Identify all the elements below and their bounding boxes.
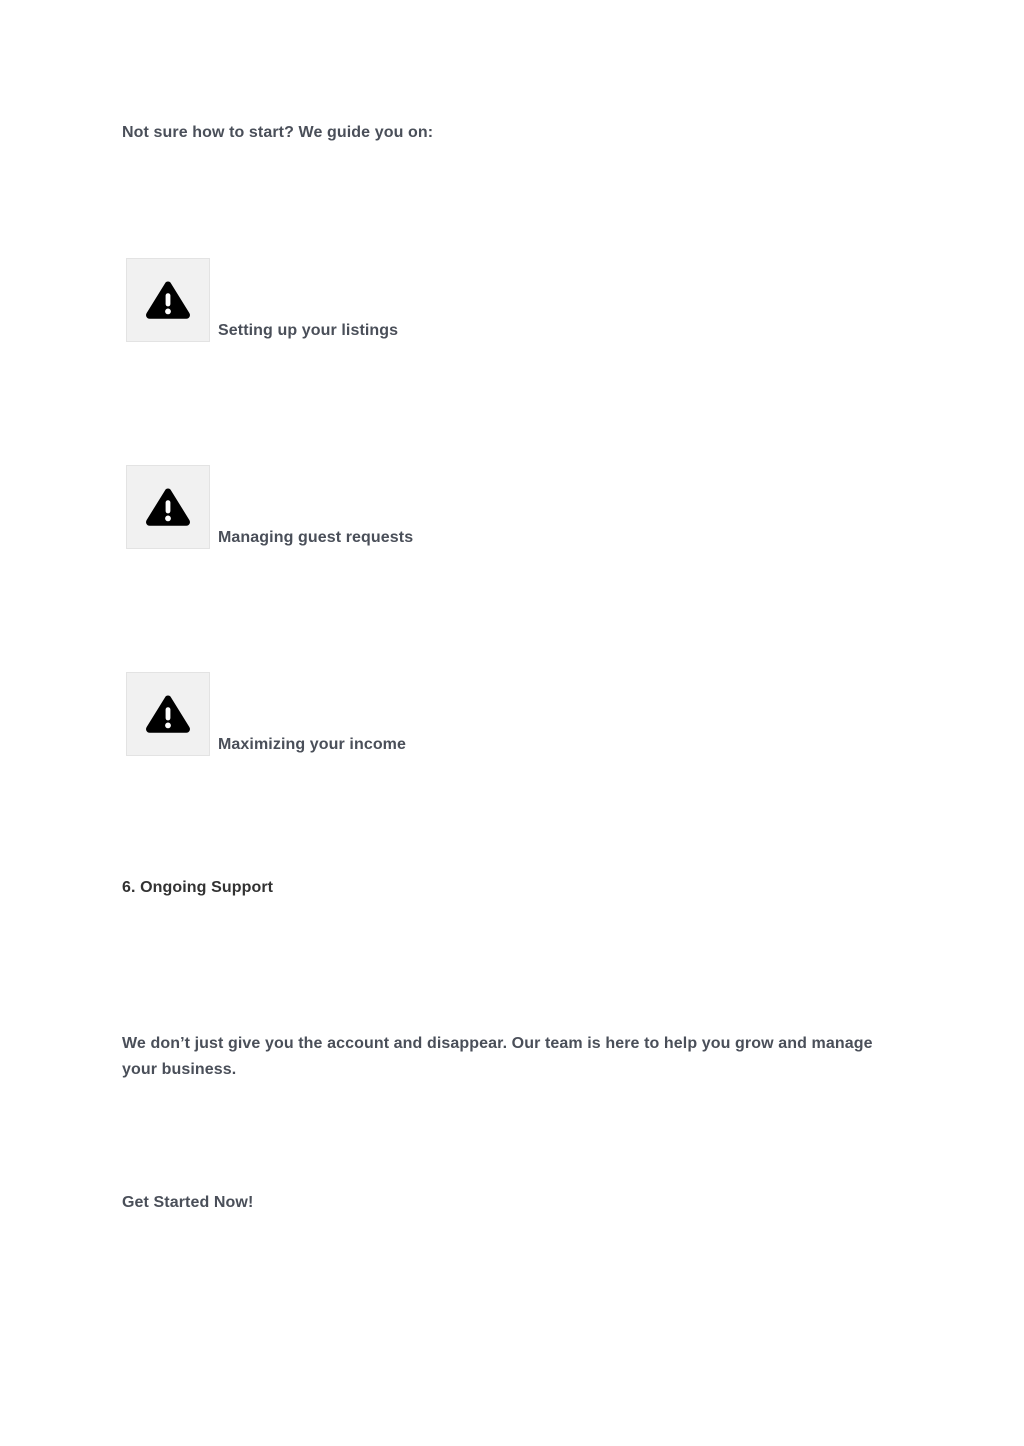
guide-item-row <box>126 258 826 348</box>
guide-item-row <box>126 672 826 762</box>
guide-item-label: Managing guest requests <box>218 529 414 546</box>
intro-heading: Not sure how to start? We guide you on: <box>122 124 434 141</box>
broken-image-placeholder <box>126 672 210 756</box>
guide-item-row <box>126 465 826 555</box>
warning-triangle-icon <box>145 694 191 734</box>
section-heading: 6. Ongoing Support <box>122 879 274 896</box>
body-paragraph: We don’t just give you the account and disappear. Our team is here to help you grow and manage your business. <box>122 1035 873 1078</box>
closing-call-to-action: Get Started Now! <box>122 1194 254 1211</box>
guide-item-label: Setting up your listings <box>218 322 399 339</box>
guide-item-label: Maximizing your income <box>218 736 407 753</box>
broken-image-placeholder <box>126 465 210 549</box>
broken-image-placeholder <box>126 258 210 342</box>
warning-triangle-icon <box>145 487 191 527</box>
warning-triangle-icon <box>145 280 191 320</box>
